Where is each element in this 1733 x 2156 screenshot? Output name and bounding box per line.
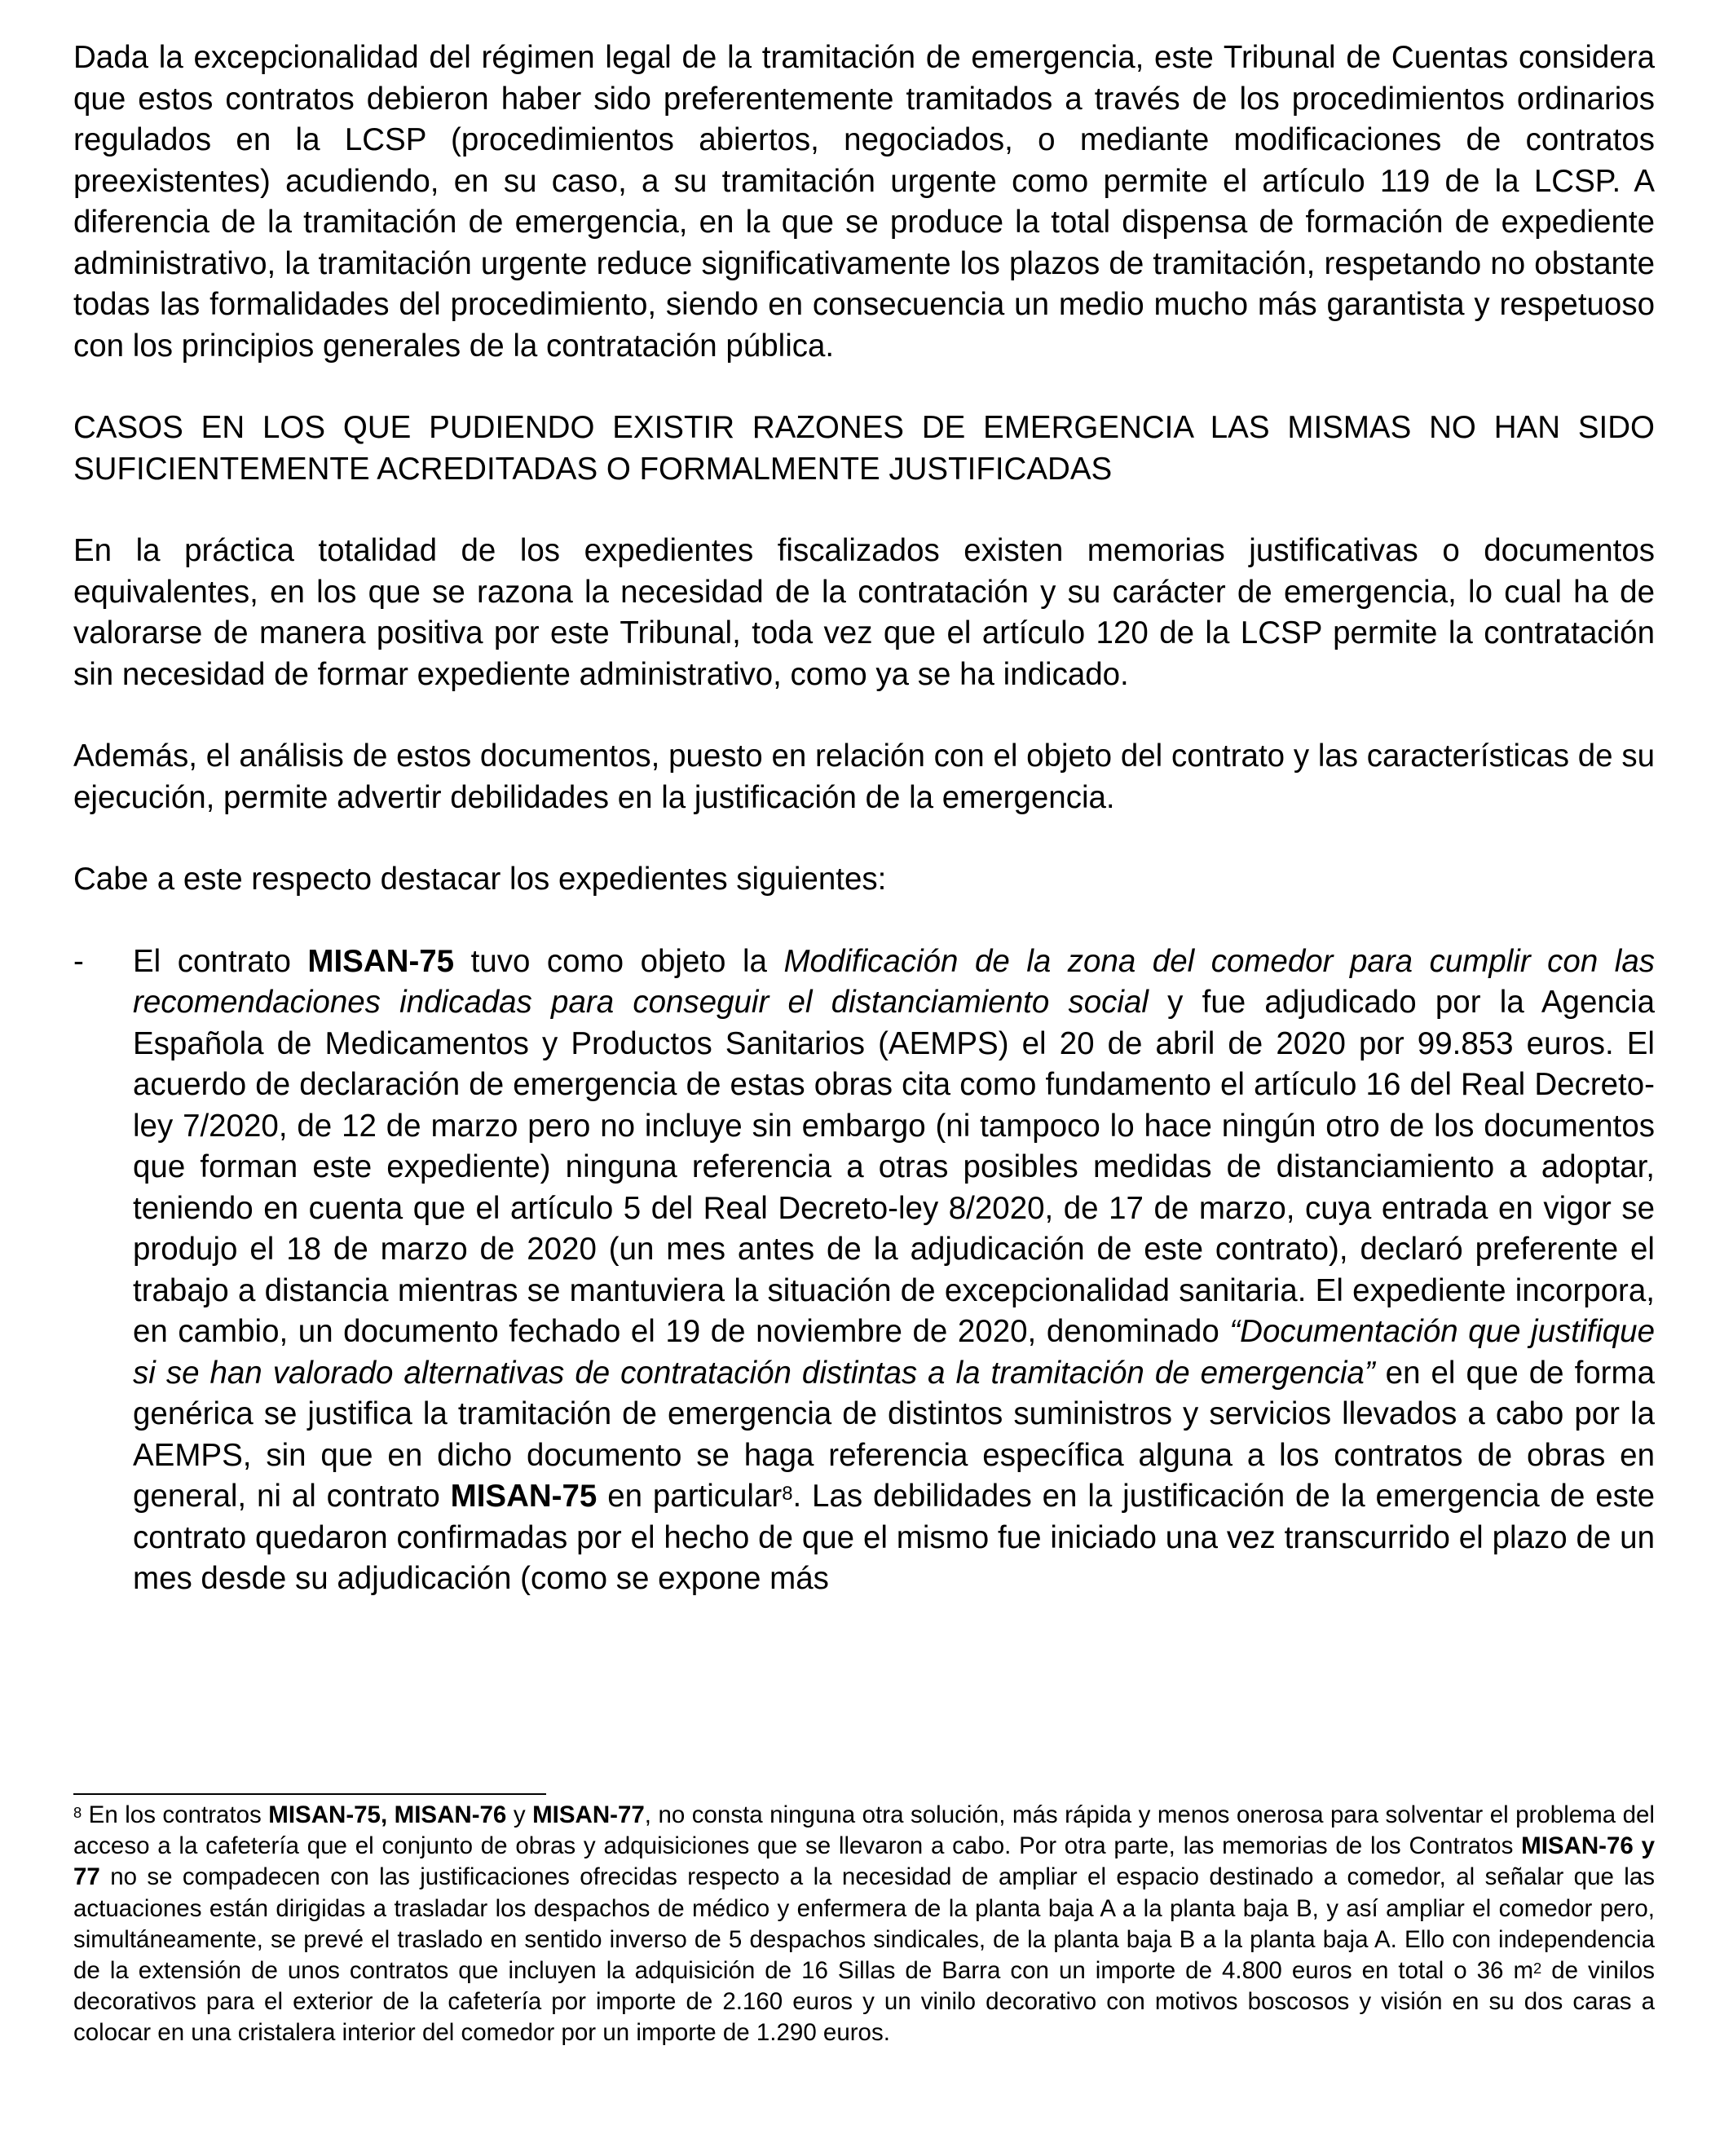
contract-object: Modificación de la zona del comedor para cumplir con las recomendaciones indicadas para conseguir el distanciamiento social (133, 943, 1655, 1020)
list-item-misan-75 (73, 941, 1655, 1600)
document-title: “Documentación que justifique si se han valorado alternativas de contratación distintas a la tramitación de emergencia” (133, 1314, 1655, 1391)
contract-id: MISAN-75 (450, 1479, 598, 1514)
footnote-number: 8 (73, 1803, 82, 1821)
paragraph-memorias-justificativas: En la práctica totalidad de los expedientes fiscalizados existen memorias justificativas o documentos equivalentes, en los que se razona la necesidad de la contratación y su carácter de emergencia, lo cual ha de valorarse de manera positiva por este Tribunal, toda vez que el artículo 120 de la LCSP permite la contratación sin necesidad de formar expediente administrativo, como ya se ha indicado. (73, 533, 1655, 692)
bullet-text: tuvo como objeto la (454, 943, 784, 979)
footnote-text: y (506, 1801, 533, 1828)
bullet-text: El contrato (133, 943, 308, 979)
bullet-text: en particular (597, 1479, 783, 1514)
bullet-text: en el que de forma genérica se justifica la tramitación de emergencia de distintos suministros y servicios llevados a cabo por la AEMPS, sin que en dicho documento se haga referencia específica alguna a los contratos de obras en general, ni al contrato (133, 1355, 1655, 1514)
bullet-text: y fue adjudicado por la Agencia Española de Medicamentos y Productos Sanitarios (AEMPS) el 20 de abril de 2020 por 99.853 euros. El acuerdo de declaración de emergencia de estas obras cita como fundamento el artículo 16 del Real Decreto-ley 7/2020, de 12 de marzo pero no incluye sin embargo (ni tampoco lo hace ningún otro de los documentos que forman este expediente) ninguna referencia a otras posibles medidas de distanciamiento a adoptar, teniendo en cuenta que el artículo 5 del Real Decreto-ley 8/2020, de 17 de marzo, cuya entrada en vigor se produjo el 18 de marzo de 2020 (un mes antes de la adjudicación de este contrato), declaró preferente el trabajo a distancia mientras se mantuviera la situación de excepcionalidad sanitaria. El expediente incorpora, en cambio, un documento fechado el 19 de noviembre de 2020, denominado (133, 985, 1656, 1349)
footnote-text: no se compadecen con las justificaciones ofrecidas respecto a la necesidad de ampliar el espacio destinado a comedor, al señalar que las actuaciones están dirigidas a trasladar los despachos de médico y enfermera de la planta baja A a la planta baja B, y así ampliar el comedor pero, simultáneamente, se prevé el traslado en sentido inverso de 5 despachos sindicales, de la planta baja B a la planta baja A. Ello con independencia de la extensión de unos contratos que incluyen la adquisición de 16 Sillas de Barra con un importe de 4.800 euros en total o 36 m (73, 1863, 1655, 1985)
square-meter-superscript: 2 (1533, 1959, 1542, 1977)
body-text (73, 37, 1655, 1600)
paragraph-debilidades: Además, el análisis de estos documentos, puesto en relación con el objeto del contrato y las características de su ejecución, permite advertir debilidades en la justificación de la emergencia. (73, 739, 1655, 815)
footnote-text: En los contratos (82, 1801, 269, 1828)
footnote-8 (73, 1800, 1655, 2049)
footnote-separator (73, 1793, 546, 1795)
bullet-text: . Las debilidades en la justificación de la emergencia de este contrato quedaron confirmadas por el hecho de que el mismo fue iniciado una vez transcurrido el plazo de un mes desde su adjudicación (como se expone más (133, 1479, 1656, 1596)
contract-ids: MISAN-75, MISAN-76 (268, 1801, 507, 1828)
footnote-text: , no consta ninguna otra solución, más rápida y menos onerosa para solventar el problema del acceso a la cafetería que el conjunto de obras y adquisiciones que se llevaron a cabo. Por otra parte, las memorias de los Contratos (73, 1801, 1655, 1860)
list-dash: - (73, 943, 84, 979)
footnote-reference: 8 (782, 1482, 793, 1505)
section-heading: CASOS EN LOS QUE PUDIENDO EXISTIR RAZONES DE EMERGENCIA LAS MISMAS NO HAN SIDO SUFICIENTEMENTE ACREDITADAS O FORMALMENTE JUSTIFICADAS (73, 410, 1655, 487)
paragraph-expedientes-intro: Cabe a este respecto destacar los expedientes siguientes: (73, 862, 887, 897)
paragraph-tramitacion-urgente: Dada la excepcionalidad del régimen legal de la tramitación de emergencia, este Tribunal de Cuentas considera que estos contratos debieron haber sido preferentemente tramitados a través de los procedimientos ordinarios regulados en la LCSP (procedimientos abiertos, negociados, o mediante modificaciones de contratos preexistentes) acudiendo, en su caso, a su tramitación urgente como permite el artículo 119 de la LCSP. A diferencia de la tramitación de emergencia, en la que se produce la total dispensa de formación de expediente administrativo, la tramitación urgente reduce significativamente los plazos de tramitación, respetando no obstante todas las formalidades del procedimiento, siendo en consecuencia un medio mucho más garantista y respetuoso con los principios generales de la contratación pública. (73, 40, 1655, 364)
contract-id: MISAN-77 (532, 1801, 645, 1828)
contract-ids: MISAN-76 y 77 (73, 1832, 1655, 1891)
footnote-text: de vinilos decorativos para el exterior de la cafetería por importe de 2.160 euros y un vinilo decorativo con motivos boscosos y visión en su dos caras a colocar en una cristalera interior del comedor por un importe de 1.290 euros. (73, 1957, 1655, 2047)
contract-id: MISAN-75 (307, 943, 455, 979)
